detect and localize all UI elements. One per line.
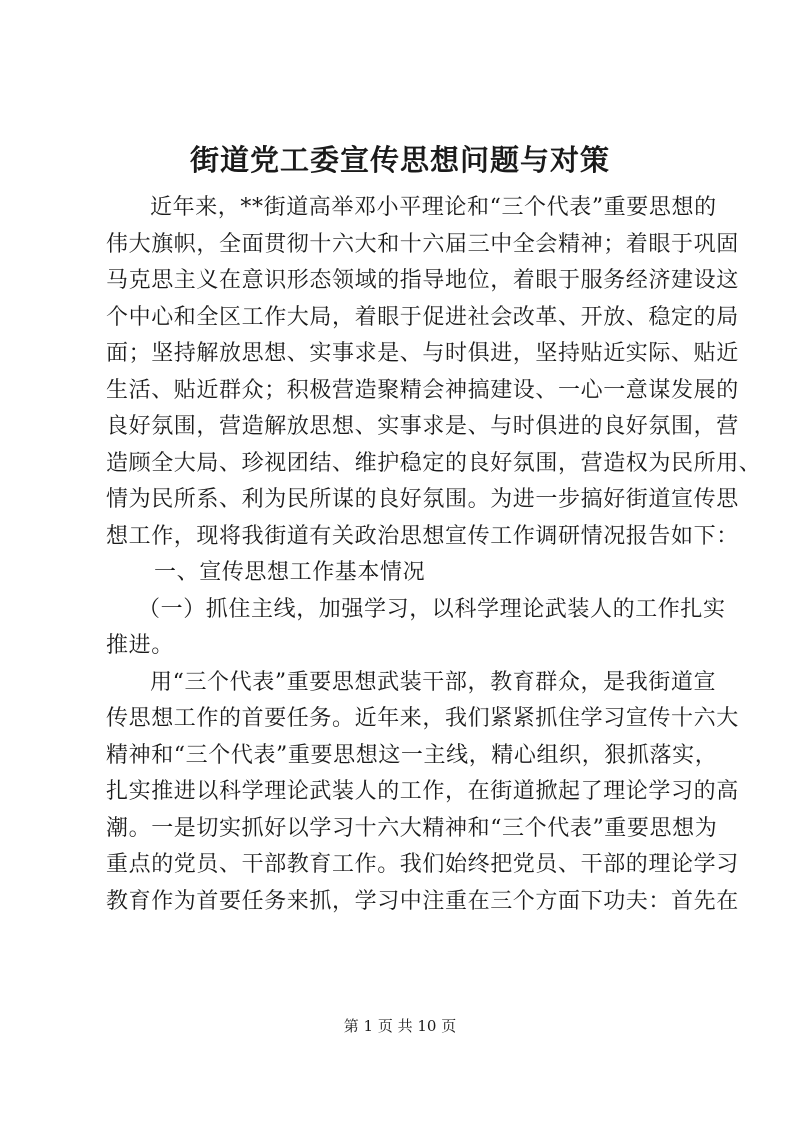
paragraph-line: 马克思主义在意识形态领域的指导地位，着眼于服务经济建设这: [106, 268, 739, 293]
subsection-heading: （一）抓住主线，加强学习，以科学理论武装人的工作扎实: [138, 596, 726, 622]
subsection-heading-continued: 推进。: [106, 633, 174, 658]
paragraph-line: 情为民所系、利为民所谋的良好氛围。为进一步搞好街道宣传思: [106, 487, 739, 512]
paragraph-line: 生活、贴近群众；积极营造聚精会神搞建设、一心一意谋发展的: [106, 377, 739, 403]
page-footer: 第 1 页 共 10 页: [343, 1017, 457, 1035]
paragraph-line: 个中心和全区工作大局，着眼于促进社会改革、开放、稳定的局: [106, 304, 739, 330]
paragraph-line: 近年来，**街道高举邓小平理论和“三个代表”重要思想的: [150, 195, 717, 220]
section-heading: 一、宣传思想工作基本情况: [154, 560, 426, 585]
document-body: [106, 190, 762, 920]
paragraph-line: 重点的党员、干部教育工作。我们始终把党员、干部的理论学习: [106, 852, 739, 877]
paragraph-line: 用“三个代表”重要思想武装干部，教育群众，是我街道宣: [150, 669, 717, 695]
paragraph-line: 扎实推进以科学理论武装人的工作，在街道掀起了理论学习的高: [106, 779, 739, 804]
paragraph-line: 精神和“三个代表”重要思想这一主线，精心组织，狠抓落实，: [106, 742, 718, 768]
document-title: 街道党工委宣传思想问题与对策: [189, 143, 610, 177]
paragraph-line: 造顾全大局、珍视团结、维护稳定的良好氛围，营造权为民所用、: [106, 450, 762, 476]
paragraph-line: 伟大旗帜，全面贯彻十六大和十六届三中全会精神；着眼于巩固: [106, 231, 739, 257]
paragraph-line: 传思想工作的首要任务。近年来，我们紧紧抓住学习宣传十六大: [106, 706, 739, 731]
paragraph-line: 潮。一是切实抓好以学习十六大精神和“三个代表”重要思想为: [106, 815, 718, 841]
paragraph-line: 良好氛围，营造解放思想、实事求是、与时俱进的良好氛围，营: [106, 414, 739, 439]
paragraph-line: 想工作，现将我街道有关政治思想宣传工作调研情况报告如下：: [106, 523, 739, 549]
paragraph-line: 面；坚持解放思想、实事求是、与时俱进，坚持贴近实际、贴近: [106, 341, 739, 366]
paragraph-line: 教育作为首要任务来抓，学习中注重在三个方面下功夫：首先在: [106, 888, 739, 914]
